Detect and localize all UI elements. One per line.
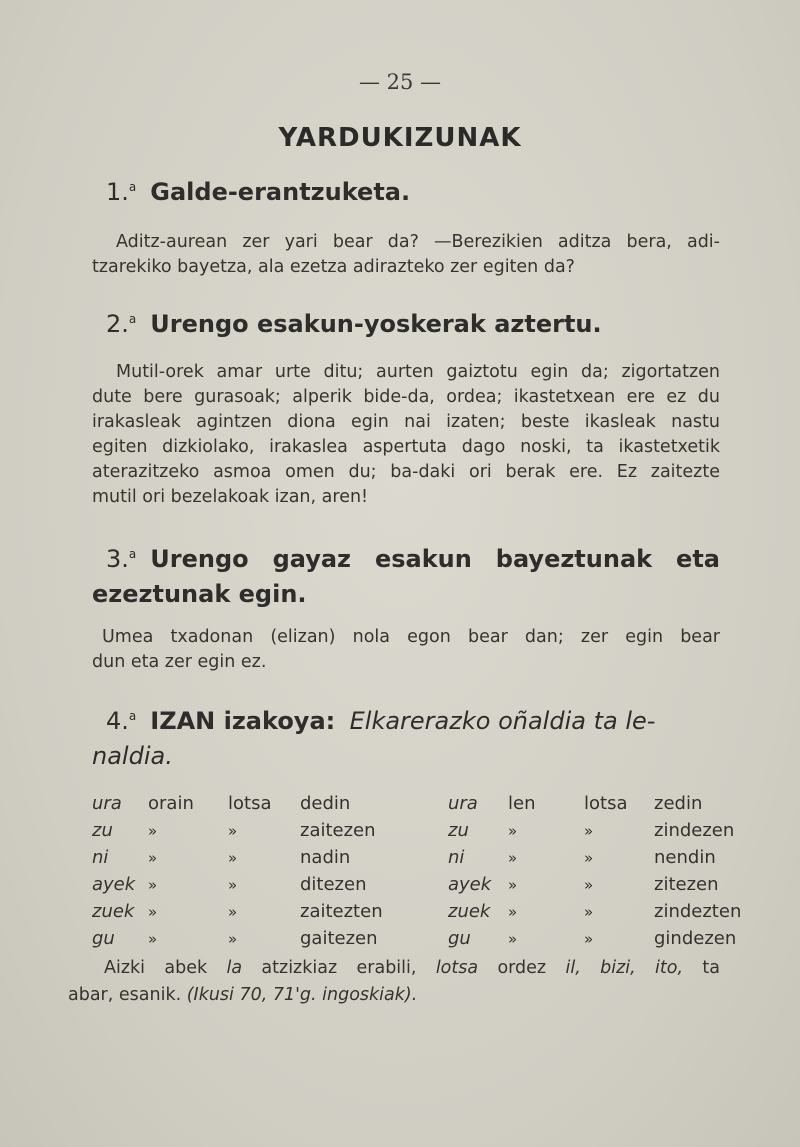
section-4-number: 4.$^a$ — [106, 707, 137, 735]
conjugation-table — [92, 790, 764, 952]
table-row — [92, 898, 764, 925]
table-row — [92, 790, 764, 817]
text-line: abar, esanik. (Ikusi 70, 71'g. ingoskiak). — [68, 985, 418, 1005]
section-2-number: 2.$^a$ — [106, 310, 137, 338]
section-3-heading-cont: ezeztunak egin. — [92, 580, 307, 608]
text-line: mutil ori bezelakoak izan, aren! — [92, 487, 369, 507]
text-line: tzarekiko bayetza, ala ezetza adirazteko zer egiten da? — [92, 257, 575, 277]
text-line: Aizki abek la atzizkiaz erabili, lotsa ordez il, bizi, ito, ta — [104, 958, 720, 978]
table-cell: gu — [92, 928, 115, 949]
section-2-title: Urengo esakun-yoskerak aztertu. — [150, 310, 602, 338]
table-cell: zuek — [448, 901, 491, 922]
table-cell: » — [584, 875, 594, 894]
table-cell: ayek — [92, 874, 136, 895]
section-1-title: Galde-erantzuketa. — [150, 178, 411, 206]
page-number: — 25 — — [358, 70, 442, 94]
text-line: Aditz-aurean zer yari bear da? —Berezikien aditza bera, adi- — [116, 232, 720, 252]
table-cell: ditezen — [300, 874, 367, 895]
table-cell: nadin — [300, 847, 351, 868]
table-cell: zaitezen — [300, 820, 376, 841]
table-cell: zindezten — [654, 901, 742, 922]
table-cell: » — [148, 902, 158, 921]
table-cell: lotsa — [584, 793, 628, 814]
table-row — [92, 871, 764, 898]
table-row — [92, 817, 764, 844]
table-cell: ura — [448, 793, 478, 814]
section-1-number: 1.$^a$ — [106, 178, 137, 206]
text-line: egiten dizkiolako, irakaslea aspertuta dago noski, ta ikastetxetik — [92, 437, 720, 457]
table-cell: » — [508, 929, 518, 948]
section-1-text — [92, 230, 720, 280]
section-4-heading — [106, 707, 655, 735]
section-3-text — [92, 625, 720, 675]
table-cell: » — [584, 929, 594, 948]
table-cell: lotsa — [228, 793, 272, 814]
table-cell: zindezen — [654, 820, 735, 841]
table-cell: » — [584, 902, 594, 921]
section-2-heading — [106, 310, 602, 338]
section-4-subtitle: Elkarerazko oñaldia ta le- — [349, 707, 656, 735]
table-cell: » — [584, 848, 594, 867]
table-cell: len — [508, 793, 536, 814]
text-line: Mutil-orek amar urte ditu; aurten gaiztotu egin da; zigortatzen — [116, 362, 720, 382]
table-cell: zaitezten — [300, 901, 383, 922]
table-cell: zuek — [92, 901, 135, 922]
table-cell: » — [148, 875, 158, 894]
section-3-heading — [106, 545, 720, 573]
table-cell: zedin — [654, 793, 703, 814]
table-row — [92, 844, 764, 871]
section-3-number: 3.$^a$ — [106, 545, 137, 573]
table-cell: ayek — [448, 874, 492, 895]
table-cell: gindezen — [654, 928, 737, 949]
table-cell: » — [228, 848, 238, 867]
table-cell: » — [508, 902, 518, 921]
table-cell: » — [508, 848, 518, 867]
table-cell: » — [508, 821, 518, 840]
table-cell: zu — [92, 820, 113, 841]
table-cell: » — [228, 929, 238, 948]
section-4-heading-cont: naldia. — [92, 742, 173, 770]
table-cell: » — [584, 821, 594, 840]
table-cell: orain — [148, 793, 194, 814]
text-line: irakasleak agintzen diona egin nai izaten; beste ikasleak nastu — [92, 412, 720, 432]
table-cell: ura — [92, 793, 122, 814]
table-cell: » — [508, 875, 518, 894]
page-title: YARDUKIZUNAK — [278, 123, 522, 153]
section-3-title: Urengo gayaz esakun bayeztunak eta — [150, 545, 720, 573]
table-cell: » — [228, 821, 238, 840]
section-4-title: IZAN izakoya: — [150, 707, 336, 735]
table-cell: » — [228, 902, 238, 921]
table-cell: » — [228, 875, 238, 894]
table-cell: » — [148, 848, 158, 867]
section-2-text — [92, 360, 720, 510]
table-row — [92, 925, 764, 952]
table-cell: ni — [92, 847, 109, 868]
section-1-heading — [106, 178, 410, 206]
table-cell: nendin — [654, 847, 716, 868]
table-cell: zu — [448, 820, 469, 841]
text-line: aterazitzeko asmoa omen du; ba-daki ori berak ere. Ez zaitezte — [92, 462, 720, 482]
table-cell: dedin — [300, 793, 351, 814]
reference-note: (Ikusi 70, 71'g. ingoskiak). — [186, 985, 418, 1005]
closing-paragraph — [68, 955, 720, 1009]
table-cell: ni — [448, 847, 465, 868]
table-cell: » — [148, 929, 158, 948]
table-cell: » — [148, 821, 158, 840]
table-cell: zitezen — [654, 874, 719, 895]
text-line: dute bere gurasoak; alperik bide-da, ordea; ikastetxean ere ez du — [92, 387, 720, 407]
text-line: dun eta zer egin ez. — [92, 652, 267, 672]
text-line: Umea txadonan (elizan) nola egon bear dan; zer egin bear — [102, 627, 720, 647]
table-cell: gaitezen — [300, 928, 378, 949]
table-cell: gu — [448, 928, 471, 949]
